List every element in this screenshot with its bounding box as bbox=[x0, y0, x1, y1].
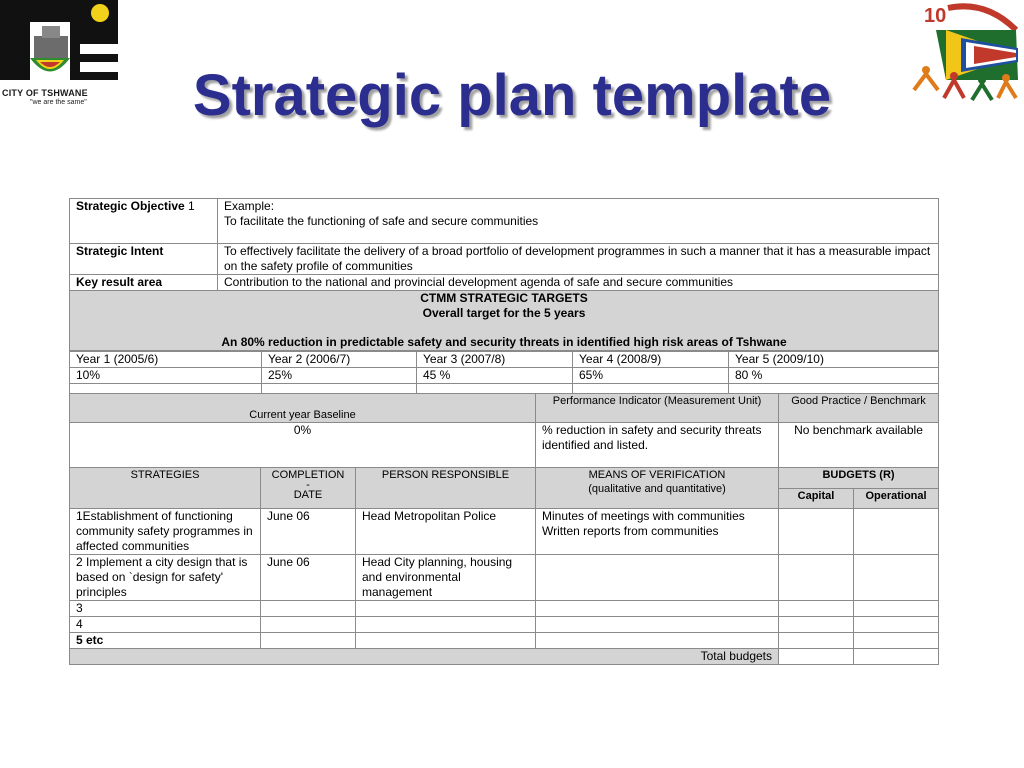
strategy-row bbox=[70, 617, 939, 633]
baseline-table bbox=[69, 393, 939, 468]
strategies-header-row bbox=[70, 468, 939, 489]
strategy-text: 5 etc bbox=[70, 633, 261, 649]
total-budgets-label: Total budgets bbox=[70, 649, 779, 665]
means-subheader: (qualitative and quantitative) bbox=[588, 483, 726, 495]
targets-statement: An 80% reduction in predictable safety and security threats in identified high risk areas of Tshwane bbox=[221, 335, 787, 349]
kra-label: Key result area bbox=[70, 275, 218, 291]
strategy-means bbox=[536, 633, 779, 649]
benchmark-header: Good Practice / Benchmark bbox=[779, 394, 939, 423]
targets-heading-row bbox=[70, 291, 939, 351]
indicator-value: % reduction in safety and security threats identified and listed. bbox=[536, 423, 779, 468]
strategy-means bbox=[536, 555, 779, 601]
year-label: Year 5 (2009/10) bbox=[729, 352, 939, 368]
baseline-header: Current year Baseline bbox=[70, 394, 536, 423]
benchmark-value: No benchmark available bbox=[779, 423, 939, 468]
total-budgets-row bbox=[70, 649, 939, 665]
total-operational-cell bbox=[854, 649, 939, 665]
kra-row bbox=[70, 275, 939, 291]
target-value: 80 % bbox=[729, 368, 939, 384]
kra-text: Contribution to the national and provincial development agenda of safe and secure communities bbox=[218, 275, 939, 291]
strategy-means bbox=[536, 617, 779, 633]
strategy-date: June 06 bbox=[261, 509, 356, 555]
objective-text-cell bbox=[218, 199, 939, 244]
year-label: Year 3 (2007/8) bbox=[417, 352, 573, 368]
strategy-person: Head Metropolitan Police bbox=[356, 509, 536, 555]
operational-cell bbox=[854, 555, 939, 601]
strategy-means bbox=[536, 601, 779, 617]
strategies-header: STRATEGIES bbox=[70, 468, 261, 509]
targets-values-row bbox=[70, 368, 939, 384]
strategy-date bbox=[261, 633, 356, 649]
logo-slogan: "we are the same" bbox=[30, 99, 87, 106]
person-header: PERSON RESPONSIBLE bbox=[356, 468, 536, 509]
objective-label-cell: Strategic Objective 1 bbox=[70, 199, 218, 244]
year-label: Year 4 (2008/9) bbox=[573, 352, 729, 368]
indicator-header: Performance Indicator (Measurement Unit) bbox=[536, 394, 779, 423]
capital-cell bbox=[779, 509, 854, 555]
capital-cell bbox=[779, 555, 854, 601]
strategy-person bbox=[356, 633, 536, 649]
strategy-text: 3 bbox=[70, 601, 261, 617]
strategy-row bbox=[70, 555, 939, 601]
strategy-date: June 06 bbox=[261, 555, 356, 601]
target-value: 45 % bbox=[417, 368, 573, 384]
completion-dash: - bbox=[306, 479, 310, 491]
years-row bbox=[70, 352, 939, 368]
baseline-value: 0% bbox=[70, 423, 536, 468]
intent-text: To effectively facilitate the delivery of a broad portfolio of development programmes in such a manner that it has a measurable impact on the safety profile of communities bbox=[218, 244, 939, 275]
strategy-row bbox=[70, 509, 939, 555]
objective-row bbox=[70, 199, 939, 244]
target-value: 65% bbox=[573, 368, 729, 384]
strategy-date bbox=[261, 617, 356, 633]
baseline-header-row bbox=[70, 394, 939, 423]
page-title: Strategic plan template bbox=[192, 63, 832, 128]
strategies-table bbox=[69, 467, 939, 665]
targets-subheading: Overall target for the 5 years bbox=[422, 306, 586, 320]
date-header: DATE bbox=[293, 489, 323, 501]
strategy-text: 2 Implement a city design that is based on `design for safety' principles bbox=[70, 555, 261, 601]
operational-cell bbox=[854, 601, 939, 617]
intent-row bbox=[70, 244, 939, 275]
means-header: MEANS OF VERIFICATION bbox=[588, 469, 726, 481]
operational-cell bbox=[854, 617, 939, 633]
year-label: Year 1 (2005/6) bbox=[70, 352, 262, 368]
target-value: 25% bbox=[262, 368, 417, 384]
strategy-person: Head City planning, housing and environmental management bbox=[356, 555, 536, 601]
year-label: Year 2 (2006/7) bbox=[262, 352, 417, 368]
operational-cell bbox=[854, 633, 939, 649]
ten-years-of-freedom-logo bbox=[906, 0, 1024, 110]
operational-header: Operational bbox=[854, 488, 939, 509]
capital-cell bbox=[779, 633, 854, 649]
strategy-person bbox=[356, 617, 536, 633]
strategy-means: Minutes of meetings with communities Written reports from communities bbox=[536, 509, 779, 555]
strategy-row bbox=[70, 633, 939, 649]
strategy-date bbox=[261, 601, 356, 617]
targets-heading-cell bbox=[70, 291, 939, 351]
total-capital-cell bbox=[779, 649, 854, 665]
baseline-value-row bbox=[70, 423, 939, 468]
objective-example-label: Example: bbox=[224, 199, 275, 213]
completion-date-header bbox=[261, 468, 356, 509]
strategy-row bbox=[70, 601, 939, 617]
operational-cell bbox=[854, 509, 939, 555]
logo-city-name: CITY OF TSHWANE bbox=[2, 88, 88, 98]
targets-heading: CTMM STRATEGIC TARGETS bbox=[420, 291, 588, 305]
intent-label: Strategic Intent bbox=[70, 244, 218, 275]
objective-table bbox=[69, 198, 939, 351]
completion-header: COMPLETION bbox=[271, 469, 345, 481]
freedom-emblem-icon bbox=[906, 0, 1024, 110]
capital-cell bbox=[779, 601, 854, 617]
capital-header: Capital bbox=[779, 488, 854, 509]
budgets-header: BUDGETS (R) bbox=[779, 468, 939, 489]
means-header-cell bbox=[536, 468, 779, 509]
strategy-text: 4 bbox=[70, 617, 261, 633]
svg-text:10: 10 bbox=[924, 5, 947, 27]
strategy-text: 1Establishment of functioning community safety programmes in affected communities bbox=[70, 509, 261, 555]
yearly-targets-table bbox=[69, 351, 939, 399]
capital-cell bbox=[779, 617, 854, 633]
strategy-person bbox=[356, 601, 536, 617]
target-value: 10% bbox=[70, 368, 262, 384]
objective-text: To facilitate the functioning of safe and secure communities bbox=[224, 214, 539, 228]
